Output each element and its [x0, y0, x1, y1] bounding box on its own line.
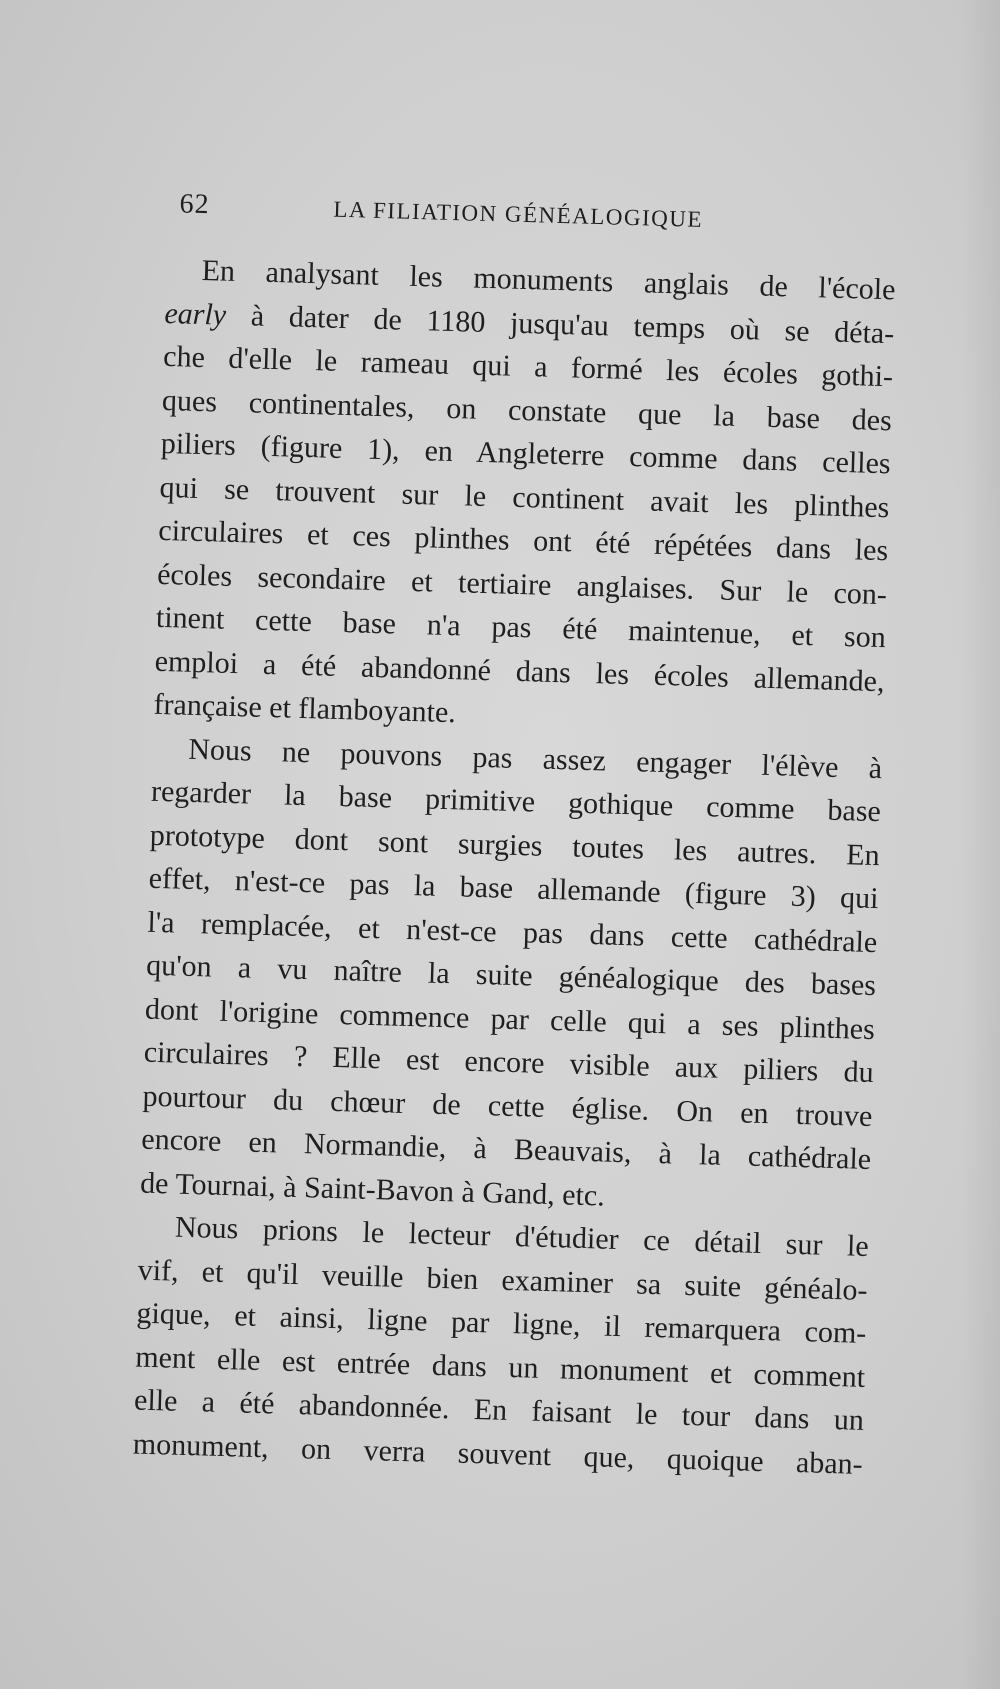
paragraph-2 [140, 726, 883, 1225]
text-line: dont l'origine commence par celle qui a ses plinthes [144, 992, 876, 1046]
text-line: qui se trouvent sur le continent avait les plinthes [159, 470, 890, 524]
paragraph-1 [153, 248, 896, 747]
text-line: monument, on verra souvent que, quoique aban- [132, 1427, 864, 1481]
text-line: piliers (figure 1), en Angleterre comme dans celles [160, 426, 892, 481]
text-line: effet, n'est-ce pas la base allemande (figure 3) qui [148, 861, 879, 916]
page-shadow [960, 0, 1000, 1689]
text-line: l'a remplacée, et n'est-ce pas dans cette cathédrale [147, 905, 878, 959]
paragraph-3 [132, 1205, 869, 1486]
text-line: early à dater de 1180 jusqu'au temps où se déta- [164, 296, 895, 350]
text-line: qu'on a vu naître la suite généalogique des bases [145, 948, 877, 1003]
text-line: En analysant les monuments anglais de l'école [201, 253, 896, 307]
text-line: Nous ne pouvons pas assez engager l'élève à [187, 732, 883, 785]
text-line: circulaires ? Elle est encore visible aux piliers du [143, 1035, 875, 1090]
text-line: tinent cette base n'a pas été maintenue, et son [155, 600, 887, 655]
text-line: pourtour du chœur de cette église. On en trouve [142, 1079, 873, 1133]
text-line: de Tournai, à Saint-Bavon à Gand, etc. [139, 1166, 606, 1213]
text-line: Nous prions le lecteur d'étudier ce détail sur le [174, 1210, 870, 1263]
text-line: encore en Normandie, à Beauvais, à la cathédrale [140, 1122, 872, 1177]
running-head [167, 188, 898, 258]
text-line: vif, et qu'il veuille bien examiner sa suite généalo- [137, 1253, 868, 1307]
text-line: prototype dont sont surgies toutes les autres. En [149, 818, 881, 872]
page-number: 62 [179, 188, 210, 221]
text-line: ques continentales, on constate que la base des [161, 383, 893, 437]
text-line: regarder la base primitive gothique comme base [150, 774, 882, 829]
text-line: française et flamboyante. [153, 687, 457, 730]
text-line: gique, et ainsi, ligne par ligne, il remarquera com- [136, 1296, 867, 1350]
text-line: che d'elle le rameau qui a formé les écoles gothi- [162, 339, 894, 394]
text-line: écoles secondaire et tertiaire anglaises. Sur le con- [156, 557, 888, 611]
text-line: elle a été abandonnée. En faisant le tour dans un [133, 1383, 865, 1437]
text-block [132, 188, 897, 1486]
running-title: LA FILIATION GÉNÉALOGIQUE [333, 196, 704, 232]
text-line: emploi a été abandonné dans les écoles allemande, [154, 644, 885, 698]
text-line: circulaires et ces plinthes ont été répétées dans les [157, 513, 889, 568]
text-line: ment elle est entrée dans un monument et comment [134, 1340, 866, 1394]
